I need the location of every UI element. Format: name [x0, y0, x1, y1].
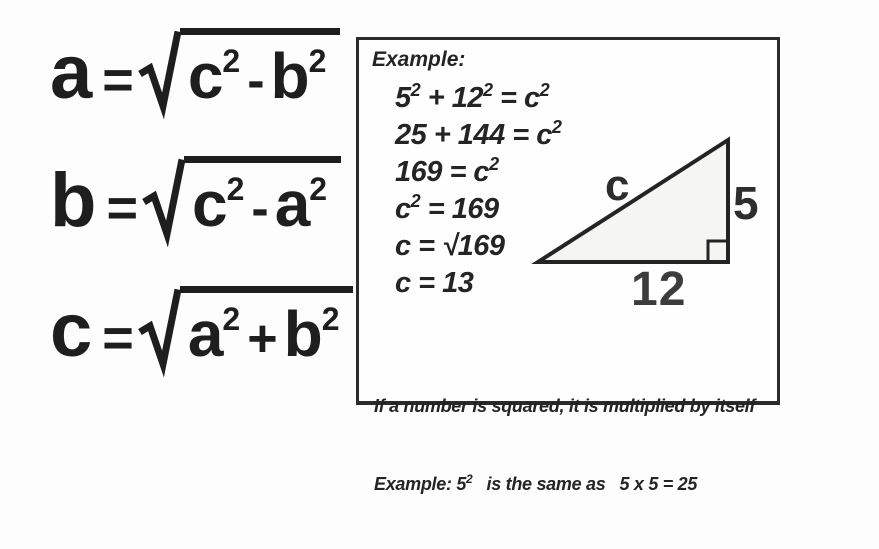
- solution-step: $c^2 = 169$: [395, 191, 499, 225]
- radicand-term: c: [191, 168, 227, 240]
- equals-sign: =: [102, 50, 134, 110]
- exponent: 2: [226, 171, 245, 207]
- vertical-side-label: 5: [733, 177, 759, 229]
- square-root-symbol: [138, 286, 180, 370]
- formula-lhs: c: [50, 288, 91, 373]
- note-line-2: Example: $5^2$ is the same as 5 x 5 = 25: [374, 472, 698, 494]
- formula-c: [50, 286, 353, 373]
- square-root-symbol: [138, 28, 180, 112]
- radicand-term: a: [274, 168, 310, 240]
- radicand-term: c: [187, 40, 223, 112]
- operator: -: [251, 180, 268, 238]
- operator: -: [247, 52, 264, 110]
- equals-sign: =: [102, 308, 134, 368]
- exponent: 2: [308, 43, 327, 79]
- example-heading: Example:: [372, 48, 466, 71]
- radical-expression: [180, 286, 354, 368]
- operator: +: [247, 310, 277, 368]
- formula-b: [50, 156, 341, 243]
- solution-step: $5^2 + 12^2 = c^2$: [395, 80, 550, 114]
- note-line-1: If a number is squared, it is multiplied by itself: [374, 396, 756, 416]
- radical-expression: [180, 28, 341, 110]
- squared-note: [374, 341, 755, 549]
- hypotenuse-label: c: [605, 161, 630, 210]
- formula-lhs: b: [50, 158, 95, 243]
- base-side-label: 12: [631, 263, 687, 316]
- formula-lhs: a: [50, 30, 91, 115]
- solution-step: $25 + 144 = c^2$: [395, 117, 562, 151]
- square-root-symbol: [142, 156, 184, 240]
- equals-sign: =: [106, 178, 138, 238]
- example-box: [356, 37, 780, 494]
- radical-expression: [184, 156, 341, 238]
- radicand-term: b: [270, 40, 309, 112]
- exponent: 2: [222, 43, 241, 79]
- solution-step: c = √169: [395, 230, 505, 262]
- exponent: 2: [309, 171, 328, 207]
- exponent: 2: [222, 301, 241, 337]
- formula-a: [50, 28, 340, 115]
- exponent: 2: [321, 301, 340, 337]
- radicand-term: a: [187, 298, 223, 370]
- radicand-term: b: [283, 298, 322, 370]
- triangle-shape: [538, 140, 728, 262]
- solution-step: c = 13: [395, 267, 474, 299]
- solution-step: $169 = c^2$: [395, 154, 499, 188]
